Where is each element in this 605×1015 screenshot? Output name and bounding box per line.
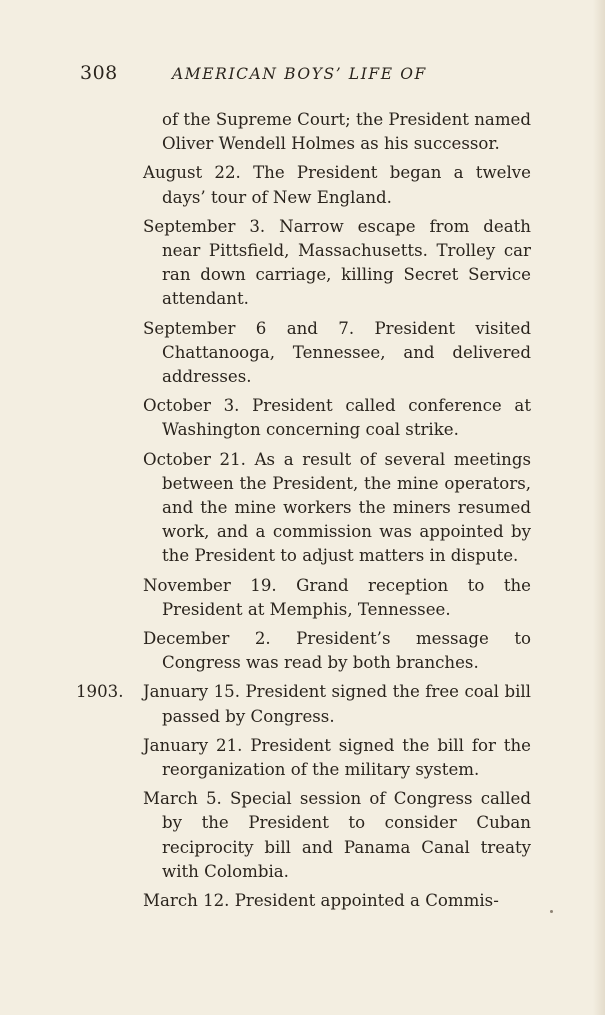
chronology-entry-september-3: September 3. Narrow escape from death near Pittsfield, Massachusetts. Trolley car ran down carriage, killing Secret Service attendant. (143, 216, 531, 309)
ink-speck (550, 910, 553, 913)
chronology-entry-march-5: March 5. Special session of Congress called by the President to consider Cuban reciprocity bill and Panama Canal treaty with Colombia. (143, 789, 531, 881)
chronology-entry-august-22: August 22. The President began a twelve days’ tour of New England. (143, 163, 531, 207)
chronology-entry-october-21: October 21. As a result of several meetings between the President, the mine operators, and the mine workers the miners resumed work, and a commission was appointed by the President to adjust matters in dispute. (143, 449, 531, 566)
chronology-entry-november-19: November 19. Grand reception to the President at Memphis, Tennessee. (143, 575, 531, 619)
running-head: AMERICAN BOYS’ LIFE OF (172, 65, 427, 83)
chronology-text (76, 108, 531, 918)
year-marker: 1903. (76, 682, 124, 702)
page-edge (593, 0, 605, 1015)
chronology-entry-october-3: October 3. President called conference at Washington concerning coal strike. (143, 396, 531, 440)
chronology-entry-march-12: March 12. President appointed a Commis- (143, 891, 499, 911)
chronology-entry-continuation: of the Supreme Court; the President named Oliver Wendell Holmes as his successor. (162, 110, 531, 154)
chronology-entry-december-2: December 2. President’s message to Congress was read by both branches. (143, 629, 531, 673)
chronology-entry-september-6-7: September 6 and 7. President visited Chattanooga, Tennessee, and delivered addresses. (143, 318, 531, 387)
year-1903-block (76, 680, 531, 728)
page-number: 308 (80, 62, 118, 84)
chronology-entry-january-15: January 15. President signed the free coal bill passed by Congress. (143, 682, 531, 726)
page-header (80, 62, 540, 88)
chronology-entry-january-21: January 21. President signed the bill for the reorganization of the military system. (143, 735, 531, 780)
